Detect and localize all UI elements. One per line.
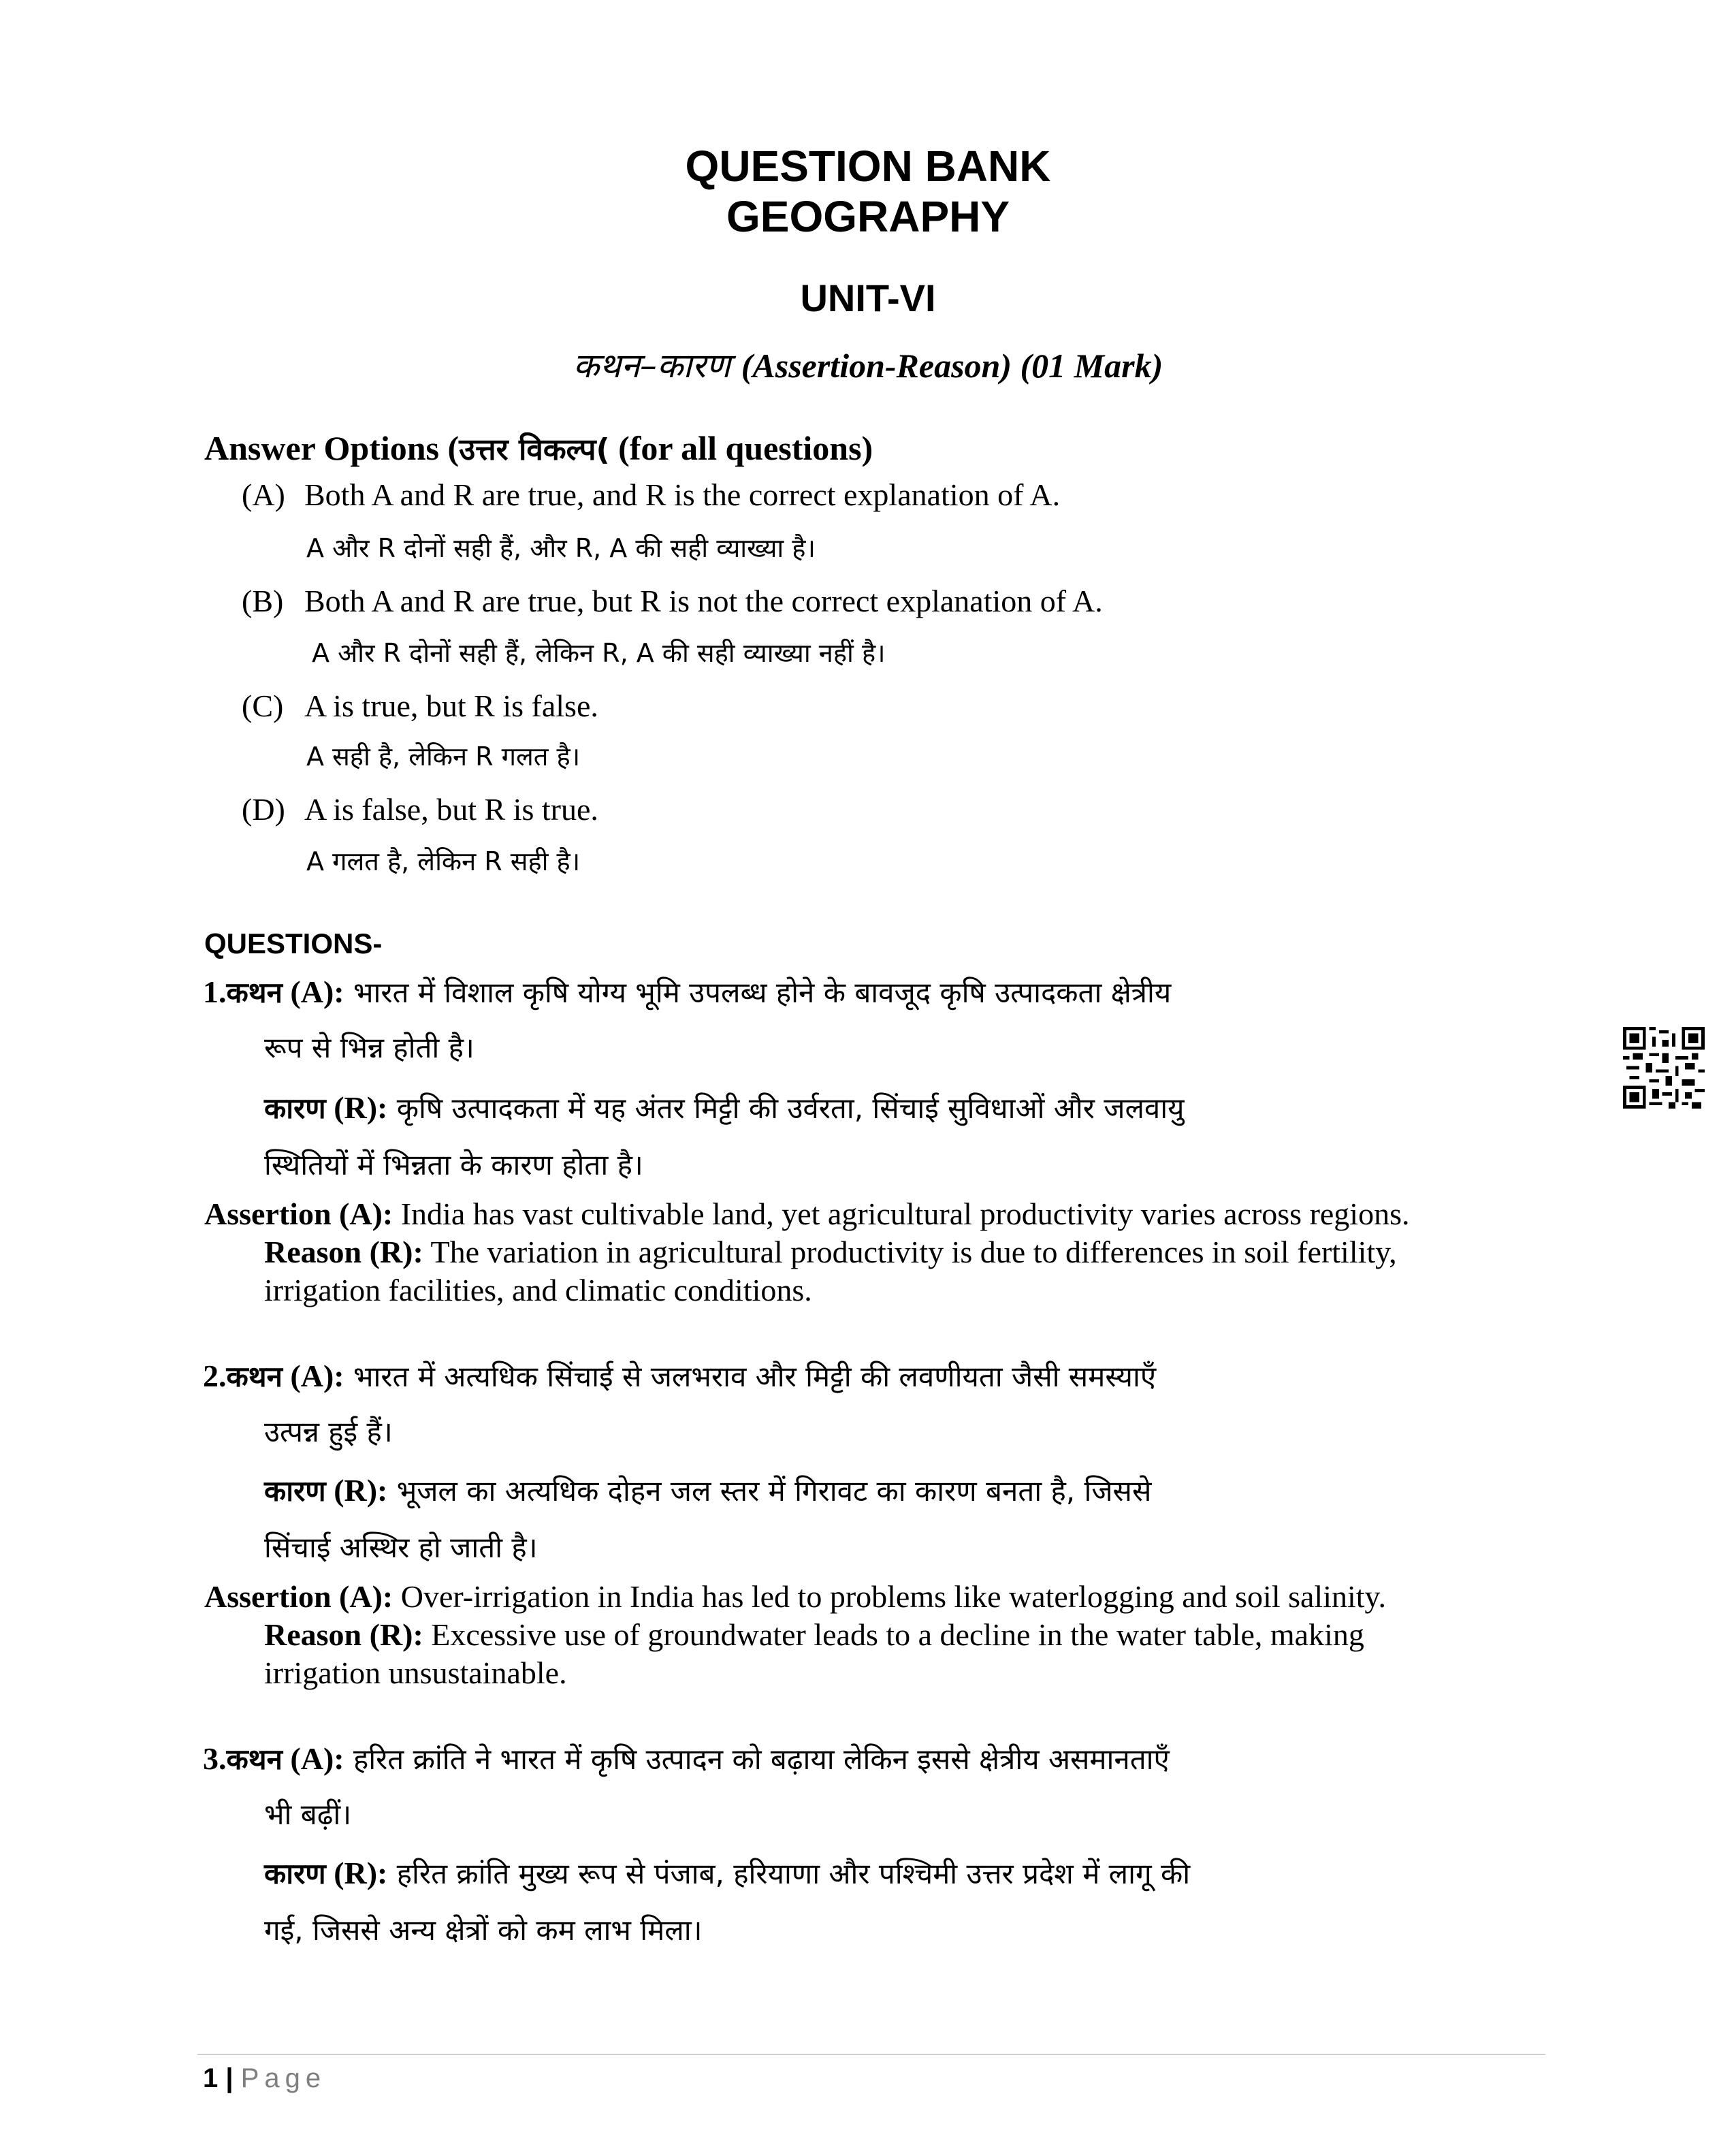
option-d-hindi: A गलत है, लेकिन R सही है। — [306, 846, 581, 876]
kathan-text: हरित क्रांति ने भारत में कृषि उत्पादन को बढ़ाया लेकिन इससे क्षेत्रीय असमानताएँ — [344, 1743, 1170, 1776]
document-title: QUESTION BANK — [685, 142, 1051, 191]
question-1-reason-cont: irrigation facilities, and climatic conditions. — [264, 1273, 812, 1307]
assertion-text: India has vast cultivable land, yet agricultural productivity varies across regions. — [393, 1196, 1410, 1231]
answer-options-heading-suffix: (for all questions) — [609, 429, 873, 467]
kathan-label: कथन — [226, 976, 283, 1009]
karan-label: कारण — [264, 1857, 326, 1890]
option-c — [242, 688, 598, 724]
option-letter: (A) — [242, 477, 285, 512]
karan-label: कारण — [264, 1474, 326, 1508]
assertion-text: Over-irrigation in India has led to problems like waterlogging and soil salinity. — [393, 1579, 1387, 1614]
question-number: 2. — [203, 1358, 227, 1393]
question-3-kathan-cont: भी बढ़ीं। — [264, 1798, 352, 1831]
subject-title: GEOGRAPHY — [726, 192, 1010, 241]
answer-options-heading-hindi: उत्तर विकल्प( — [459, 432, 610, 467]
kathan-label: कथन — [226, 1360, 283, 1393]
option-english: Both A and R are true, and R is the correct explanation of A. — [304, 477, 1061, 512]
question-2-reason-cont: irrigation unsustainable. — [264, 1655, 567, 1690]
option-a-hindi: A और R दोनों सही हैं, और R, A की सही व्याख्या है। — [306, 533, 816, 563]
unit-title: UNIT-VI — [800, 276, 936, 319]
reason-label: Reason (R): — [264, 1617, 423, 1652]
question-1-assertion — [204, 1198, 1410, 1230]
karan-label: कारण — [264, 1092, 326, 1125]
a-label: (A): — [282, 1741, 344, 1776]
question-2-karan-cont: सिंचाई अस्थिर हो जाती है। — [264, 1531, 538, 1564]
a-label: (A): — [282, 974, 344, 1009]
answer-options-heading — [204, 428, 873, 468]
subtitle-hindi: कथन–कारण — [573, 346, 730, 385]
page-number: 1 — [203, 2063, 219, 2093]
question-2-reason — [264, 1619, 1364, 1651]
question-2-kathan — [203, 1358, 1157, 1393]
question-3-karan — [264, 1858, 1190, 1889]
question-2-karan — [264, 1475, 1151, 1506]
question-3-karan-cont: गई, जिससे अन्य क्षेत्रों को कम लाभ मिला। — [264, 1913, 703, 1947]
r-label: (R): — [325, 1473, 388, 1508]
option-b-hindi: A और R दोनों सही हैं, लेकिन R, A की सही व्याख्या नहीं है। — [312, 638, 886, 668]
qr-code — [1623, 1027, 1705, 1109]
option-letter: (C) — [242, 688, 284, 723]
question-2-assertion — [204, 1581, 1386, 1612]
a-label: (A): — [282, 1358, 344, 1393]
reason-text: The variation in agricultural productivity is due to differences in soil fertility, — [423, 1235, 1397, 1269]
subtitle-english: (Assertion-Reason) (01 Mark) — [741, 347, 1163, 385]
question-1-karan-cont: स्थितियों में भिन्नता के कारण होता है। — [264, 1148, 643, 1181]
questions-heading: QUESTIONS- — [204, 927, 383, 959]
answer-options-heading-prefix: Answer Options ( — [204, 429, 460, 467]
question-1-kathan — [203, 976, 1171, 1008]
question-3-kathan — [203, 1743, 1170, 1775]
question-2-kathan-cont: उत्पन्न हुई हैं। — [264, 1415, 393, 1448]
option-english: A is true, but R is false. — [304, 688, 598, 723]
assertion-label: Assertion (A): — [204, 1579, 393, 1614]
question-1-kathan-cont: रूप से भिन्न होती है। — [264, 1031, 475, 1064]
option-english: Both A and R are true, but R is not the correct explanation of A. — [304, 584, 1103, 618]
option-letter: (D) — [242, 792, 285, 827]
kathan-text: भारत में अत्यधिक सिंचाई से जलभराव और मिट्टी की लवणीयता जैसी समस्याएँ — [344, 1360, 1157, 1393]
r-label: (R): — [325, 1090, 388, 1125]
option-d — [242, 791, 598, 827]
karan-text: भूजल का अत्यधिक दोहन जल स्तर में गिरावट का कारण बनता है, जिससे — [387, 1474, 1152, 1508]
question-1-karan — [264, 1092, 1185, 1124]
question-1-reason — [264, 1237, 1397, 1268]
footer-separator: | — [225, 2063, 234, 2093]
karan-text: कृषि उत्पादकता में यह अंतर मिट्टी की उर्वरता, सिंचाई सुविधाओं और जलवायु — [387, 1092, 1185, 1125]
reason-text: Excessive use of groundwater leads to a decline in the water table, making — [423, 1617, 1364, 1652]
option-english: A is false, but R is true. — [304, 792, 598, 827]
reason-label: Reason (R): — [264, 1235, 423, 1269]
karan-text: हरित क्रांति मुख्य रूप से पंजाब, हरियाणा और पश्चिमी उत्तर प्रदेश में लागू की — [387, 1857, 1191, 1890]
page-word: Page — [240, 2063, 327, 2093]
footer-divider — [197, 2054, 1545, 2055]
option-letter: (B) — [242, 584, 284, 618]
section-subtitle — [0, 346, 1736, 385]
question-number: 3. — [203, 1741, 227, 1776]
question-number: 1. — [203, 974, 227, 1009]
option-a — [242, 477, 1060, 513]
option-b — [242, 583, 1103, 619]
option-c-hindi: A सही है, लेकिन R गलत है। — [306, 742, 581, 772]
kathan-label: कथन — [226, 1743, 283, 1776]
page-footer — [203, 2063, 326, 2094]
r-label: (R): — [325, 1856, 388, 1890]
assertion-label: Assertion (A): — [204, 1196, 393, 1231]
kathan-text: भारत में विशाल कृषि योग्य भूमि उपलब्ध होने के बावजूद कृषि उत्पादकता क्षेत्रीय — [344, 976, 1172, 1009]
